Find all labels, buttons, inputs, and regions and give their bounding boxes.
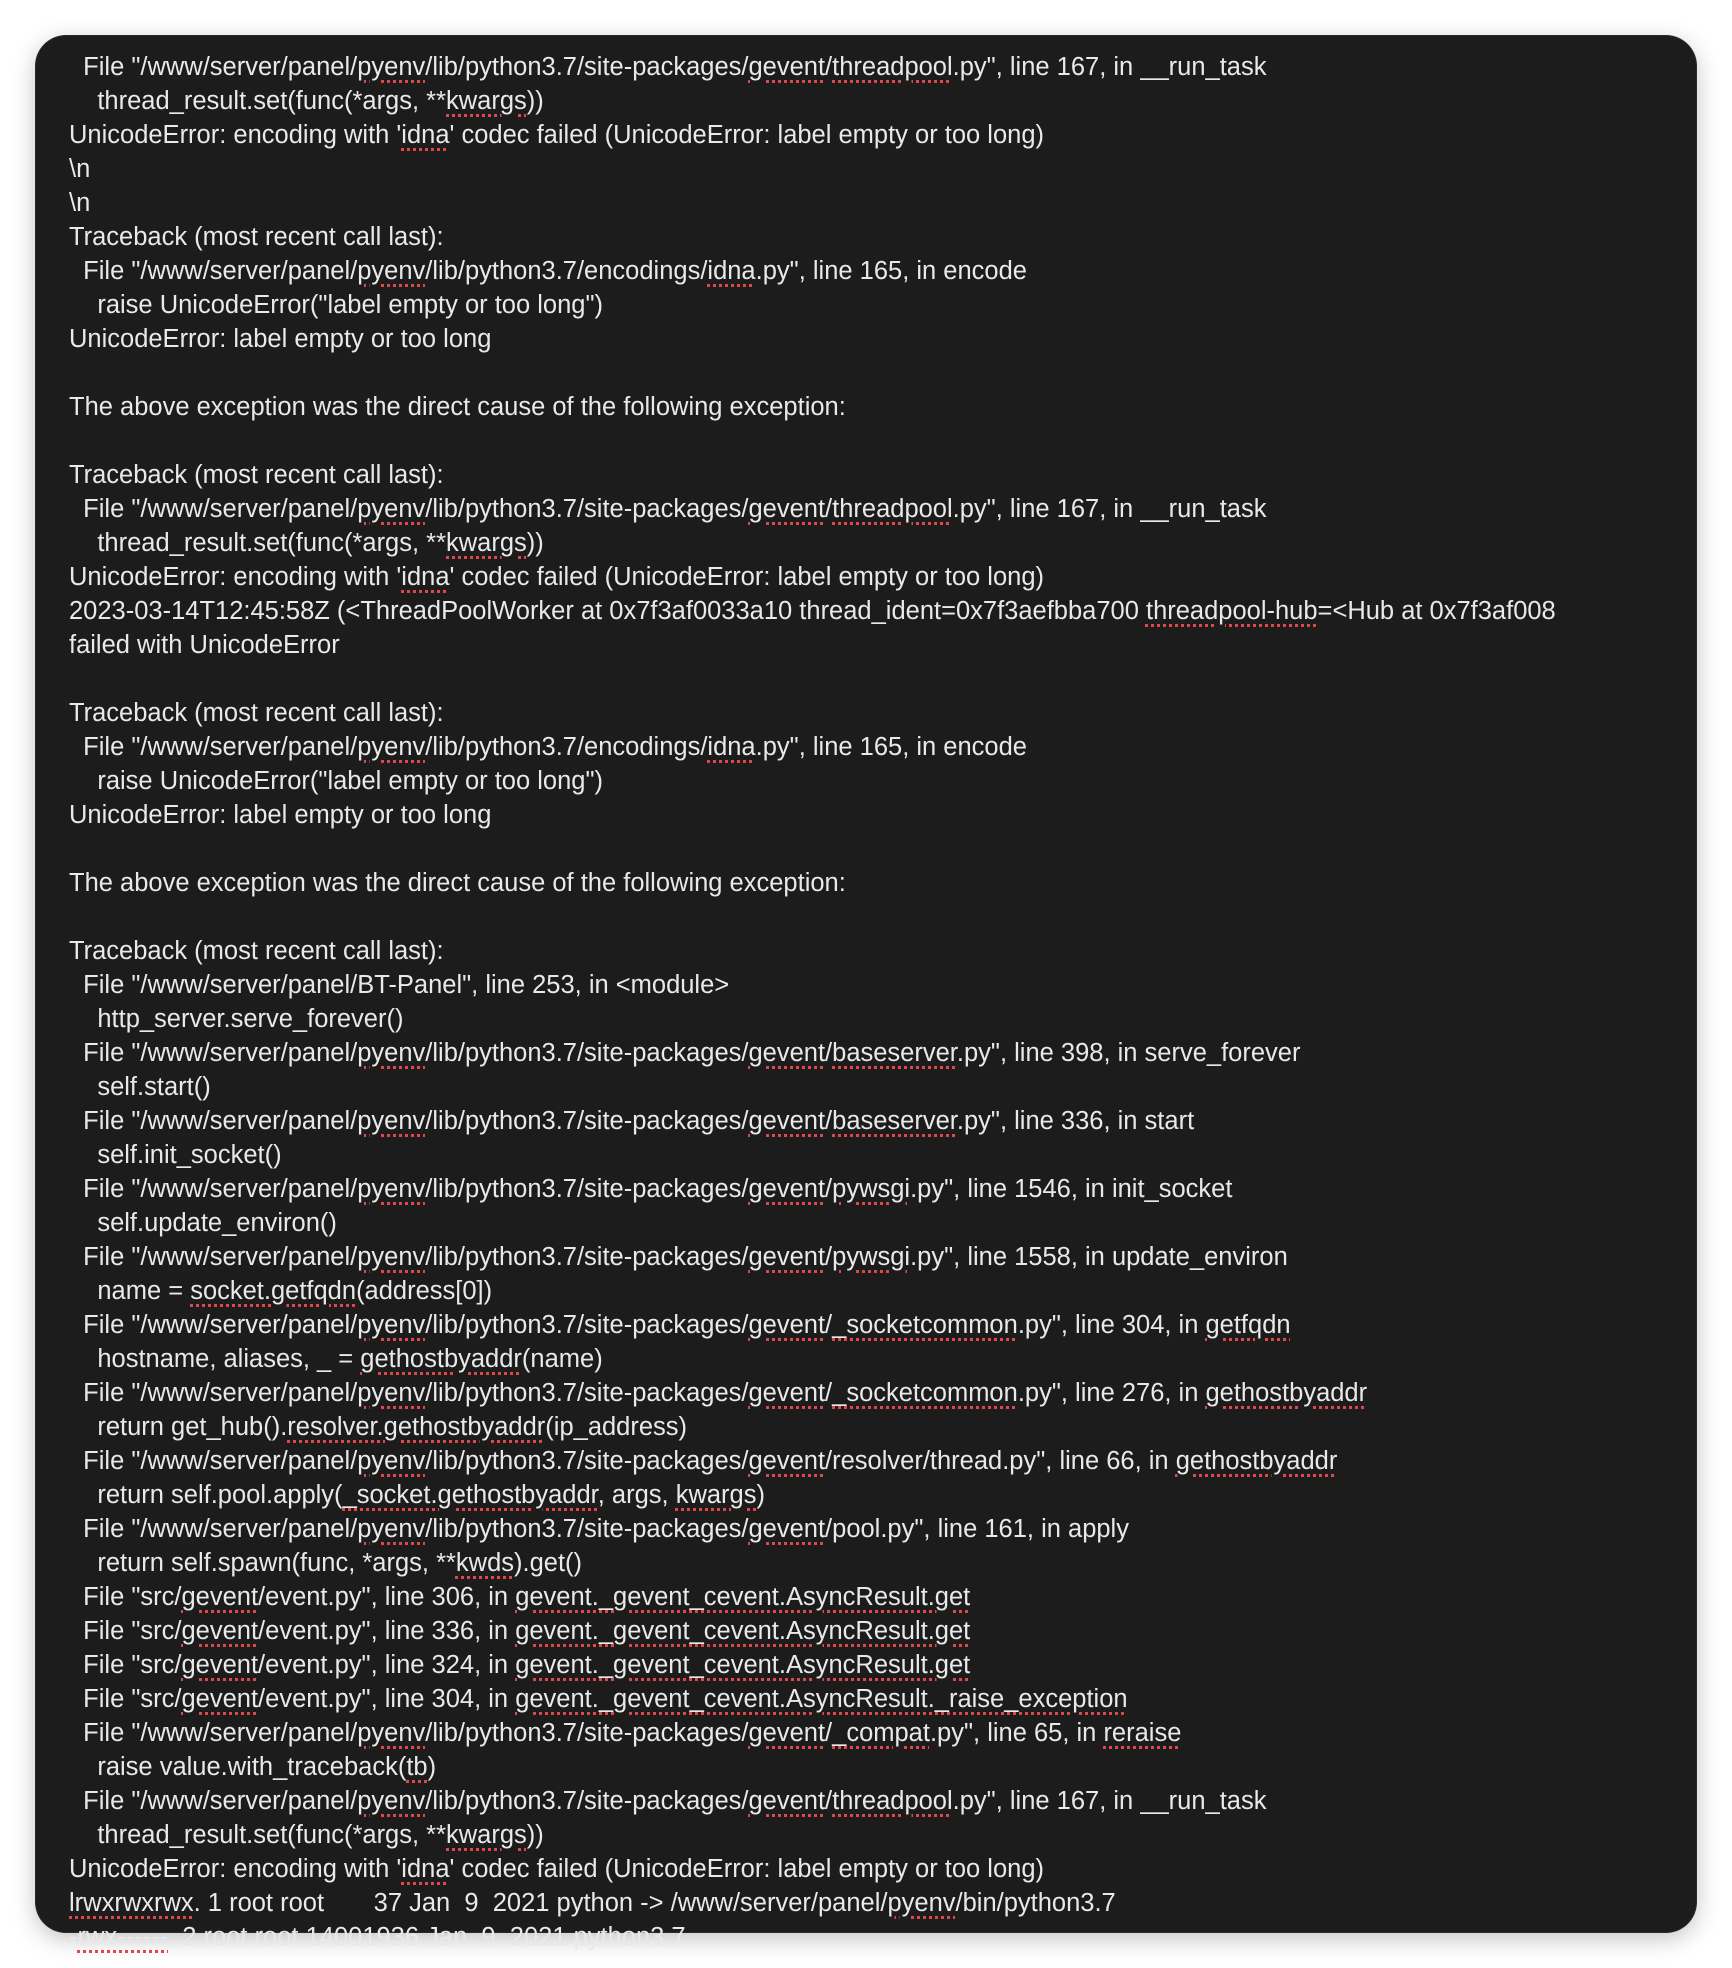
terminal-line: 2023-03-14T12:45:58Z (<ThreadPoolWorker at 0x7f3af0033a10 thread_ident=0x7f3aefbba700 threadpool-hub=<Hub at 0x7f3af008 [69, 597, 1556, 625]
spellcheck-word: pyenv [357, 1379, 426, 1407]
terminal-line: thread_result.set(func(*args, **kwargs)) [69, 87, 544, 115]
spellcheck-word: kwargs [675, 1481, 757, 1509]
spellcheck-word: kwds [455, 1549, 515, 1577]
spellcheck-word: gethostbyaddr [1175, 1447, 1338, 1475]
terminal-line: File "src/gevent/event.py", line 324, in gevent._gevent_cevent.AsyncResult.get [69, 1651, 971, 1679]
terminal-line: File "src/gevent/event.py", line 304, in gevent._gevent_cevent.AsyncResult._raise_exception [69, 1685, 1128, 1713]
spellcheck-word: threadpool [832, 1787, 953, 1815]
terminal-line: raise UnicodeError("label empty or too long") [69, 291, 603, 319]
terminal-output[interactable] [69, 50, 1696, 1951]
terminal-line: File "/www/server/panel/pyenv/lib/python3.7/site-packages/gevent/threadpool.py", line 167, in __run_task [69, 1787, 1267, 1815]
terminal-line: File "/www/server/panel/pyenv/lib/python3.7/site-packages/gevent/threadpool.py", line 167, in __run_task [69, 495, 1267, 523]
spellcheck-word: gevent [181, 1685, 259, 1713]
terminal-line: return self.spawn(func, *args, **kwds).get() [69, 1549, 583, 1577]
spellcheck-word: threadpool [832, 495, 953, 523]
spellcheck-word: baseserver [832, 1039, 957, 1067]
terminal-line: self.init_socket() [69, 1141, 282, 1169]
spellcheck-word: gevent [748, 1379, 826, 1407]
terminal-line: hostname, aliases, _ = gethostbyaddr(name) [69, 1345, 603, 1373]
spellcheck-word: gevent [748, 53, 826, 81]
terminal-line: Traceback (most recent call last): [69, 223, 444, 251]
spellcheck-word: gevent [181, 1617, 259, 1645]
spellcheck-word: _socketcommon [832, 1311, 1018, 1339]
spellcheck-word: baseserver [832, 1107, 957, 1135]
terminal-line: Traceback (most recent call last): [69, 699, 444, 727]
spellcheck-word: pyenv [887, 1889, 956, 1917]
spellcheck-word: gevent [748, 1719, 826, 1747]
terminal-line: UnicodeError: label empty or too long [69, 325, 492, 353]
spellcheck-word: kwargs [446, 87, 527, 115]
spellcheck-word: rwx------ [77, 1923, 169, 1951]
terminal-line: raise value.with_traceback(tb) [69, 1753, 437, 1781]
terminal-line: Traceback (most recent call last): [69, 937, 444, 965]
spellcheck-word: pyenv [357, 1243, 426, 1271]
spellcheck-word: pyenv [357, 1311, 426, 1339]
spellcheck-word: pywsgi [832, 1243, 911, 1271]
spellcheck-word: pyenv [357, 257, 426, 285]
spellcheck-word: gevent [748, 1107, 826, 1135]
spellcheck-word: gevent [748, 1515, 826, 1543]
spellcheck-word: pyenv [357, 1039, 426, 1067]
terminal-line: File "/www/server/panel/pyenv/lib/python3.7/site-packages/gevent/resolver/thread.py", line 66, in gethostbyaddr [69, 1447, 1338, 1475]
spellcheck-word: idna [401, 1855, 450, 1883]
terminal-line: File "/www/server/panel/pyenv/lib/python3.7/site-packages/gevent/_socketcommon.py", line 276, in gethostbyaddr [69, 1379, 1368, 1407]
spellcheck-word: idna [707, 733, 756, 761]
terminal-line: UnicodeError: encoding with 'idna' codec failed (UnicodeError: label empty or too long) [69, 563, 1045, 591]
terminal-line: return self.pool.apply(_socket.gethostbyaddr, args, kwargs) [69, 1481, 765, 1509]
spellcheck-word: gevent._gevent_cevent.AsyncResult.get [515, 1651, 971, 1679]
terminal-line: http_server.serve_forever() [69, 1005, 404, 1033]
terminal-line: File "/www/server/panel/pyenv/lib/python3.7/site-packages/gevent/_compat.py", line 65, in reraise [69, 1719, 1182, 1747]
spellcheck-word: gevent [181, 1651, 259, 1679]
terminal-line: self.start() [69, 1073, 211, 1101]
spellcheck-word: gevent [748, 1787, 826, 1815]
spellcheck-word: pyenv [357, 1787, 426, 1815]
spellcheck-word: threadpool-hub [1145, 597, 1318, 625]
terminal-line: thread_result.set(func(*args, **kwargs)) [69, 529, 544, 557]
terminal-line: lrwxrwxrwx. 1 root root 37 Jan 9 2021 python -> /www/server/panel/pyenv/bin/python3.7 [69, 1889, 1116, 1917]
spellcheck-word: getfqdn [1205, 1311, 1291, 1339]
spellcheck-word: _socketcommon [832, 1379, 1018, 1407]
spellcheck-word: pywsgi [832, 1175, 911, 1203]
spellcheck-word: socket.getfqdn [190, 1277, 357, 1305]
terminal-line: File "/www/server/panel/pyenv/lib/python3.7/site-packages/gevent/threadpool.py", line 167, in __run_task [69, 53, 1267, 81]
spellcheck-word: gevent [748, 1311, 826, 1339]
spellcheck-word: gevent [748, 1039, 826, 1067]
terminal-line: File "src/gevent/event.py", line 306, in gevent._gevent_cevent.AsyncResult.get [69, 1583, 971, 1611]
spellcheck-word: resolver.gethostbyaddr [287, 1413, 546, 1441]
spellcheck-word: gevent [748, 1447, 826, 1475]
terminal-line: UnicodeError: label empty or too long [69, 801, 492, 829]
spellcheck-word: gevent [748, 1243, 826, 1271]
spellcheck-word: threadpool [832, 53, 953, 81]
terminal-line [69, 662, 1696, 696]
terminal-line: raise UnicodeError("label empty or too long") [69, 767, 603, 795]
terminal-line: File "/www/server/panel/pyenv/lib/python3.7/site-packages/gevent/pywsgi.py", line 1546, in init_socket [69, 1175, 1233, 1203]
spellcheck-word: gevent._gevent_cevent.AsyncResult._raise_exception [515, 1685, 1128, 1713]
terminal-line: File "/www/server/panel/pyenv/lib/python3.7/site-packages/gevent/baseserver.py", line 336, in start [69, 1107, 1195, 1135]
terminal-line: self.update_environ() [69, 1209, 337, 1237]
terminal-line: File "/www/server/panel/BT-Panel", line 253, in <module> [69, 971, 730, 999]
spellcheck-word: _socket.gethostbyaddr [342, 1481, 598, 1509]
terminal-line [69, 356, 1696, 390]
terminal-line: File "/www/server/panel/pyenv/lib/python3.7/site-packages/gevent/pool.py", line 161, in apply [69, 1515, 1129, 1543]
terminal-line: return get_hub().resolver.gethostbyaddr(ip_address) [69, 1413, 688, 1441]
terminal-line: File "/www/server/panel/pyenv/lib/python3.7/encodings/idna.py", line 165, in encode [69, 257, 1027, 285]
terminal-line: failed with UnicodeError [69, 631, 340, 659]
spellcheck-word: pyenv [357, 733, 426, 761]
spellcheck-word: gethostbyaddr [360, 1345, 522, 1373]
terminal-line [69, 900, 1696, 934]
spellcheck-word: pyenv [357, 495, 426, 523]
spellcheck-word: gevent._gevent_cevent.AsyncResult.get [515, 1617, 971, 1645]
terminal-line: name = socket.getfqdn(address[0]) [69, 1277, 493, 1305]
terminal-window[interactable] [36, 36, 1696, 1951]
spellcheck-word: gevent [748, 495, 826, 523]
spellcheck-word: pyenv [357, 1515, 426, 1543]
spellcheck-word: tb [406, 1753, 428, 1781]
spellcheck-word: gevent [748, 1175, 826, 1203]
terminal-line [69, 832, 1696, 866]
spellcheck-word: gevent [181, 1583, 259, 1611]
terminal-line: File "/www/server/panel/pyenv/lib/python3.7/site-packages/gevent/_socketcommon.py", line 304, in getfqdn [69, 1311, 1291, 1339]
spellcheck-word: kwargs [446, 529, 527, 557]
terminal-line: The above exception was the direct cause of the following exception: [69, 393, 846, 421]
spellcheck-word: pyenv [357, 1107, 426, 1135]
spellcheck-word: idna [707, 257, 756, 285]
spellcheck-word: lrwxrwxrwx [69, 1889, 194, 1917]
spellcheck-word: _compat [832, 1719, 930, 1747]
terminal-line: \n [69, 155, 91, 183]
terminal-line: UnicodeError: encoding with 'idna' codec failed (UnicodeError: label empty or too long) [69, 121, 1045, 149]
spellcheck-word: pyenv [357, 1175, 426, 1203]
spellcheck-word: pyenv [357, 53, 426, 81]
terminal-line: File "/www/server/panel/pyenv/lib/python3.7/site-packages/gevent/pywsgi.py", line 1558, in update_environ [69, 1243, 1288, 1271]
terminal-line: -rwx------. 2 root root 14001936 Jan 9 2021 python3.7 [69, 1923, 686, 1951]
terminal-line: UnicodeError: encoding with 'idna' codec failed (UnicodeError: label empty or too long) [69, 1855, 1045, 1883]
spellcheck-word: kwargs [446, 1821, 527, 1849]
terminal-line: The above exception was the direct cause of the following exception: [69, 869, 846, 897]
terminal-line: thread_result.set(func(*args, **kwargs)) [69, 1821, 544, 1849]
terminal-line: File "/www/server/panel/pyenv/lib/python3.7/encodings/idna.py", line 165, in encode [69, 733, 1027, 761]
terminal-line: Traceback (most recent call last): [69, 461, 444, 489]
spellcheck-word: idna [401, 563, 450, 591]
terminal-line [69, 424, 1696, 458]
spellcheck-word: reraise [1103, 1719, 1182, 1747]
terminal-line: \n [69, 189, 91, 217]
spellcheck-word: gethostbyaddr [1205, 1379, 1368, 1407]
spellcheck-word: pyenv [357, 1447, 426, 1475]
terminal-line: File "/www/server/panel/pyenv/lib/python3.7/site-packages/gevent/baseserver.py", line 398, in serve_forever [69, 1039, 1301, 1067]
spellcheck-word: pyenv [357, 1719, 426, 1747]
spellcheck-word: idna [401, 121, 450, 149]
terminal-line: File "src/gevent/event.py", line 336, in gevent._gevent_cevent.AsyncResult.get [69, 1617, 971, 1645]
spellcheck-word: gevent._gevent_cevent.AsyncResult.get [515, 1583, 971, 1611]
